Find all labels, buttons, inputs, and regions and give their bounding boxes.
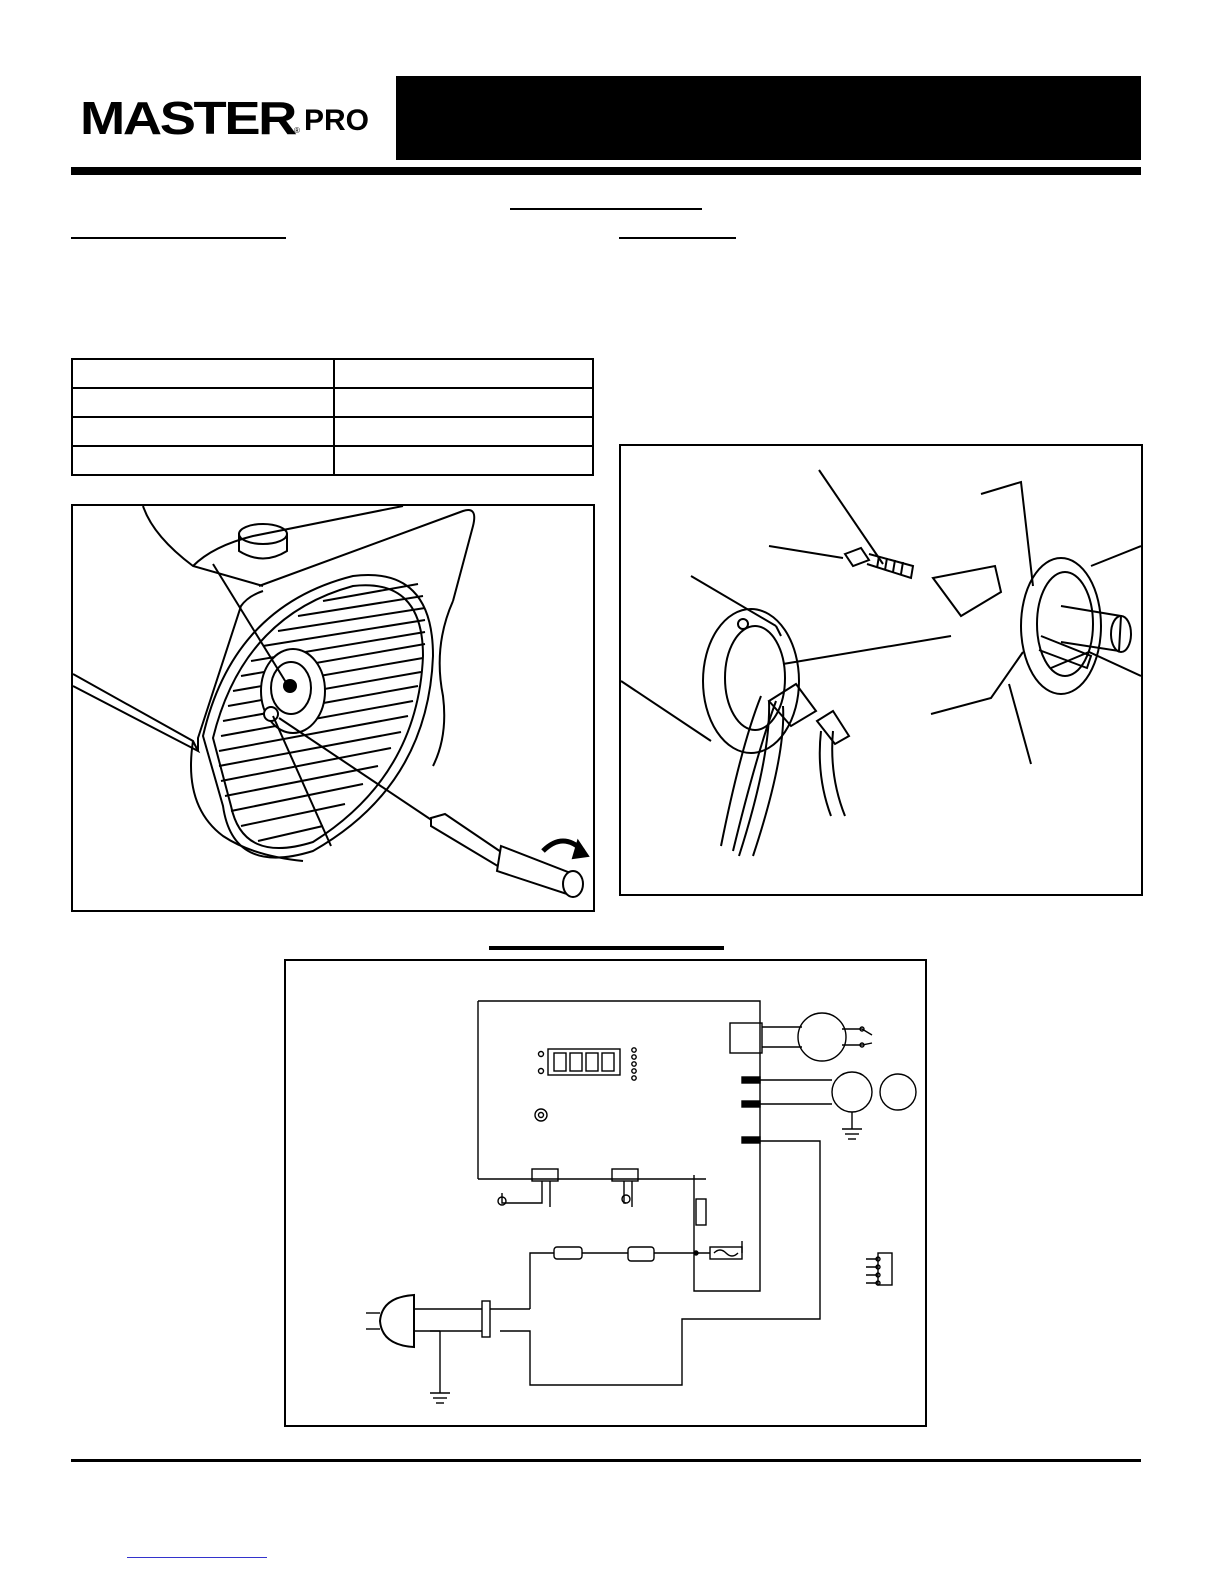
brand-name: MASTER — [80, 92, 296, 144]
footer-link-underline[interactable] — [127, 1557, 267, 1558]
brand-suffix: PRO — [304, 104, 370, 137]
fan-blade-motor-nozzle-illustration — [621, 446, 1141, 894]
right-subheading-underline — [619, 237, 736, 239]
footer-rule — [71, 1459, 1141, 1462]
figure-fan-motor-nozzle — [619, 444, 1143, 896]
header-rule — [71, 167, 1141, 175]
figure-wiring-diagram — [284, 959, 927, 1427]
wiring-diagram-schematic — [286, 961, 925, 1425]
table-row — [72, 359, 593, 388]
grille-removal-screwdriver-illustration — [73, 506, 593, 910]
specs-table — [71, 358, 594, 476]
section-heading-underline — [510, 208, 702, 210]
left-subheading-underline — [71, 237, 286, 239]
master-pro-logo — [80, 92, 380, 144]
brand-registered-mark: ® — [294, 126, 300, 135]
figure-grille-removal — [71, 504, 595, 912]
table-row — [72, 417, 593, 446]
table-row — [72, 388, 593, 417]
table-row — [72, 446, 593, 475]
header-title-bar — [396, 76, 1141, 160]
wiring-heading-underline — [489, 946, 724, 950]
